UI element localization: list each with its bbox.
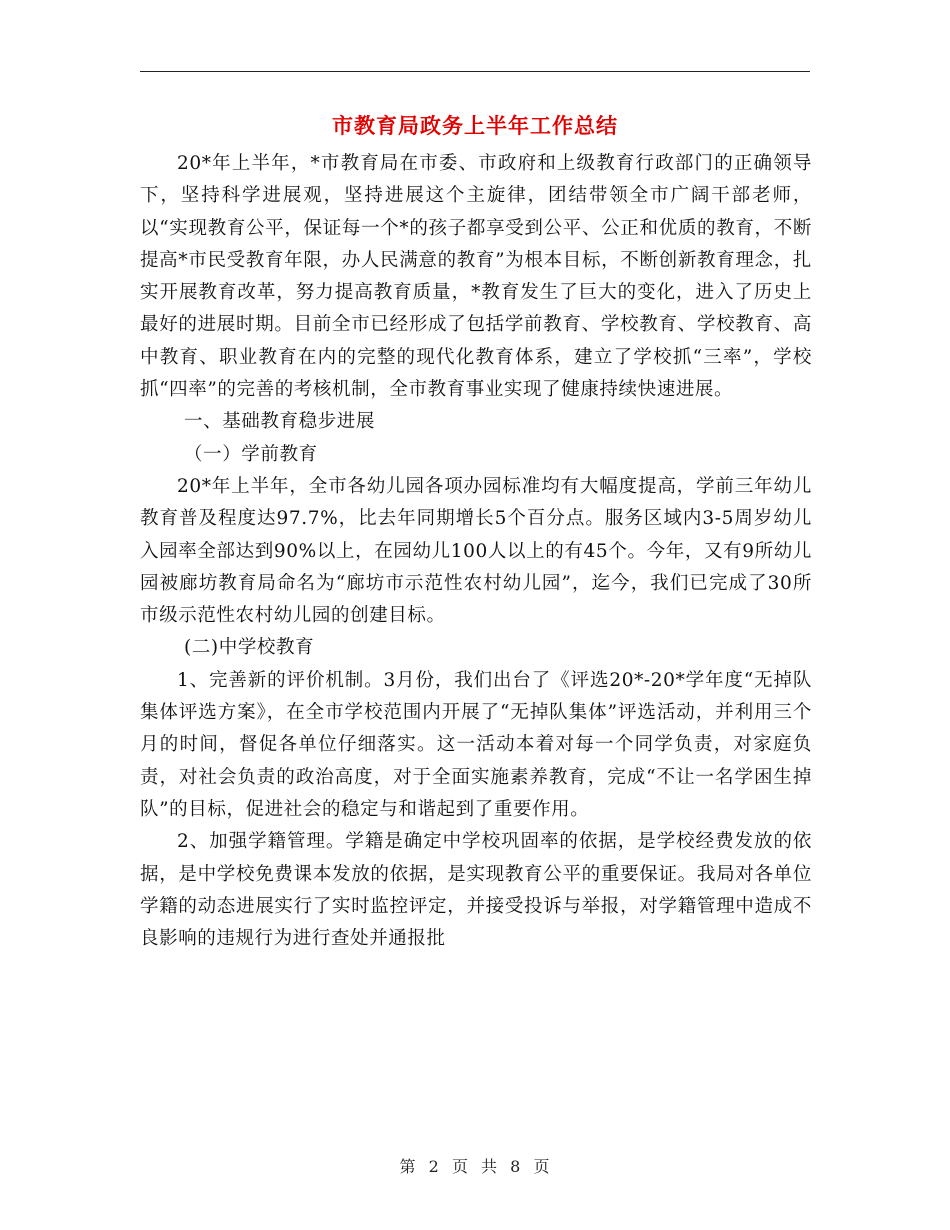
page-prefix: 第 — [399, 1157, 417, 1176]
subsection-heading-preschool: （一）学前教育 — [184, 443, 318, 465]
section-heading-basic-education: 一、基础教育稳步进展 — [184, 411, 376, 433]
subsection-heading-secondary: (二)中学校教育 — [184, 637, 315, 659]
intro-paragraph: 20*年上半年，*市教育局在市委、市政府和上级教育行政部门的正确领导下，坚持科学进展观，坚持进展这个主旋律，团结带领全市广阔干部老师，以“实现教育公平，保证每一个*的孩子都享受到公平、公正和优质的教育，不断提高*市民受教育年限，办人民满意的教育”为根本目标，不断创新教育理念，扎实开展教育改革，努力提高教育质量，*教育发生了巨大的变化，进入了历史上最好的进展时期。目前全市已经形成了包括学前教育、学校教育、学校教育、高中教育、职业教育在内的完整的现代化教育体系，建立了学校抓“三率”，学校抓“四率”的完善的考核机制，全市教育事业实现了健康持续快速进展。 — [140, 153, 812, 401]
page-number: 2 — [428, 1157, 440, 1176]
document-title: 市教育局政务上半年工作总结 — [332, 113, 618, 138]
page-unit: 页 — [451, 1157, 469, 1176]
preschool-paragraph: 20*年上半年，全市各幼儿园各项办园标准均有大幅度提高，学前三年幼儿教育普及程度达97.7%，比去年同期增长5个百分点。服务区域内3-5周岁幼儿入园率全部达到90%以上，在园幼儿100人以上的有45个。今年，又有9所幼儿园被廊坊教育局命名为“廊坊市示范性农村幼儿园”，迄今，我们已完成了30所市级示范性农村幼儿园的创建目标。 — [140, 475, 812, 627]
total-unit: 页 — [533, 1157, 551, 1176]
document-body — [140, 148, 812, 955]
header-rule — [140, 71, 810, 72]
total-prefix: 共 — [481, 1157, 499, 1176]
student-registry-paragraph: 2、加强学籍管理。学籍是确定中学校巩固率的依据，是学校经费发放的依据，是中学校免费课本发放的依据，是实现教育公平的重要保证。我局对各单位学籍的动态进展实行了实时监控评定，并接受投诉与举报，对学籍管理中造成不良影响的违规行为进行查处并通报批 — [140, 831, 812, 950]
evaluation-mechanism-paragraph: 1、完善新的评价机制。3月份，我们出台了《评选20*-20*学年度“无掉队集体评选方案》，在全市学校范围内开展了“无掉队集体”评选活动，并利用三个月的时间，督促各单位仔细落实。这一活动本着对每一个同学负责，对家庭负责，对社会负责的政治高度，对于全面实施素养教育，完成“不让一名学困生掉队”的目标，促进社会的稳定与和谐起到了重要作用。 — [140, 669, 812, 820]
total-pages: 8 — [510, 1157, 522, 1176]
page-footer — [0, 1154, 950, 1177]
